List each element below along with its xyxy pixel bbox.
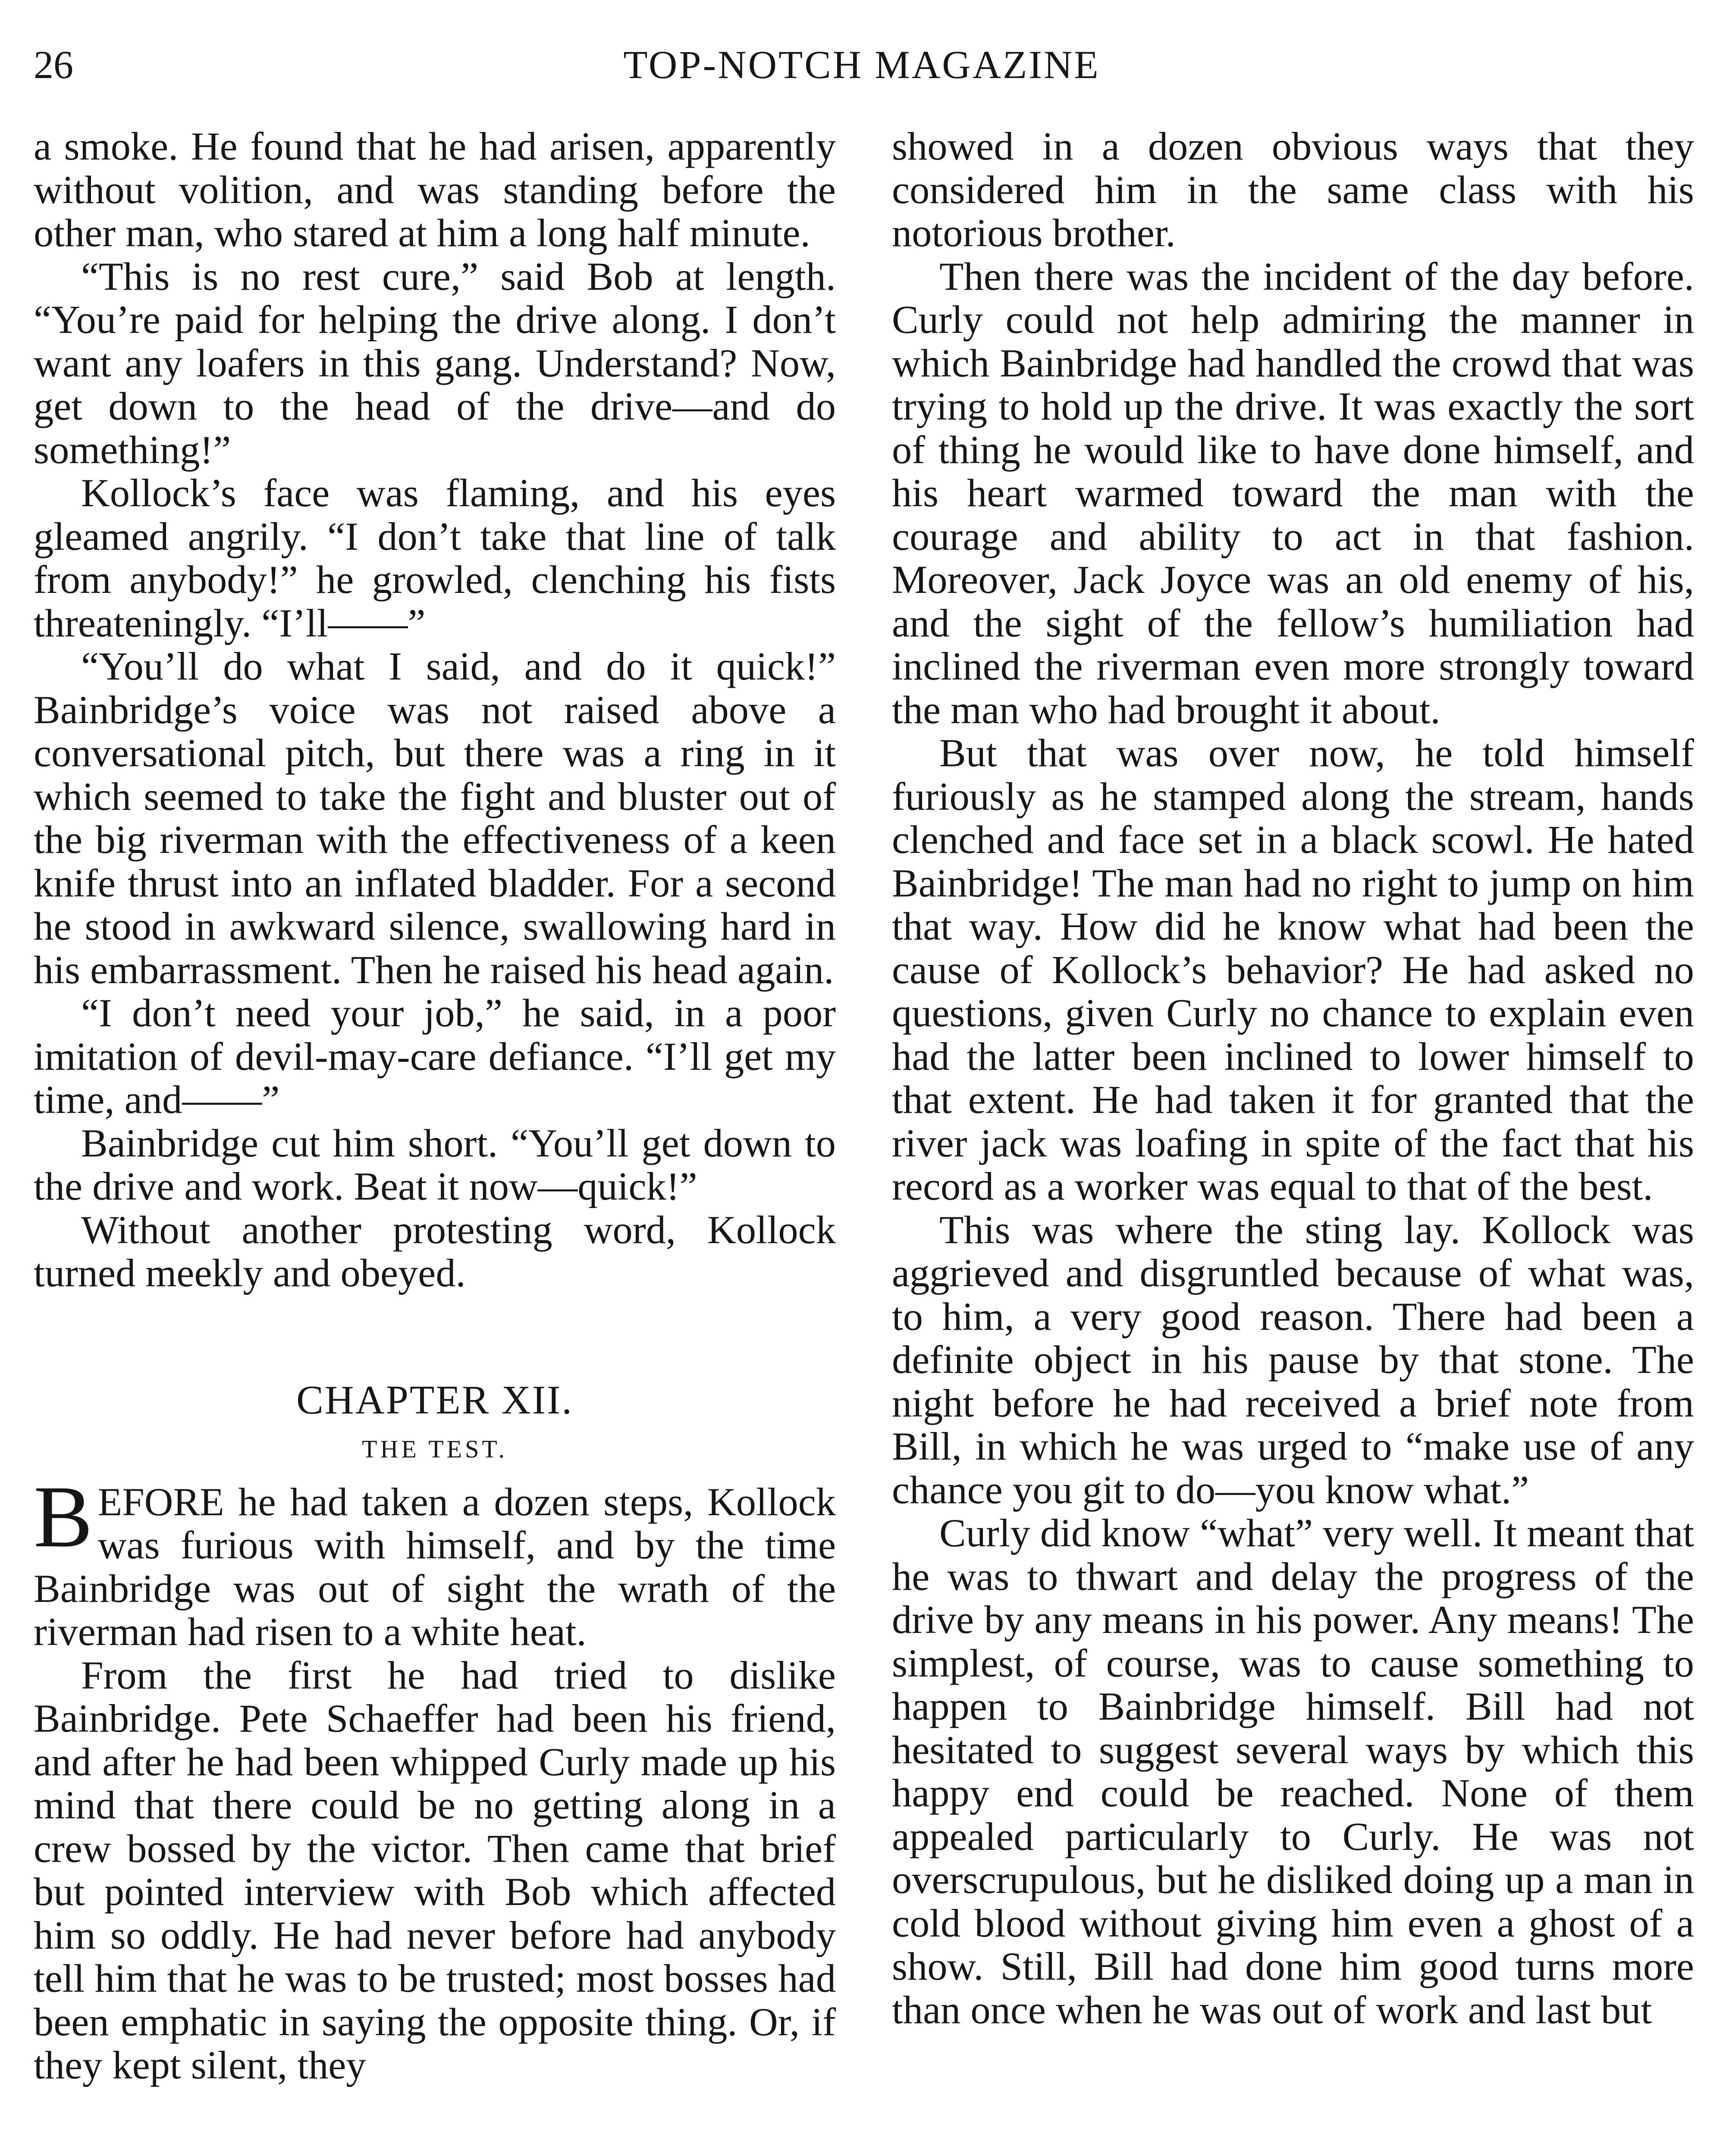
drop-cap: B xyxy=(34,1467,93,1566)
paragraph: From the first he had tried to dislike Bainbridge. Pete Schaeffer had been his friend, and after he had been whipped Curly made up his mind that there could be no getting along in a crew bossed by the victor. Then came that brief but pointed interview with Bob which affected him so oddly. He had never before had anybody tell him that he was to be trusted; most bosses had been emphatic in saying the opposite thing. Or, if they kept silent, they xyxy=(34,1653,836,2087)
page-number: 26 xyxy=(34,43,73,87)
magazine-title: TOP-NOTCH MAGAZINE xyxy=(623,43,1100,87)
paragraph: This was where the sting lay. Kollock was aggrieved and disgruntled because of what was, to him, a very good reason. There had been a definite object in his pause by that stone. The night before he had received a brief note from Bill, in which he was urged to “make use of any chance you git to do—you know what.” xyxy=(892,1208,1694,1512)
paragraph: Bainbridge cut him short. “You’ll get down to the drive and work. Beat it now—quick!” xyxy=(34,1121,836,1209)
right-column xyxy=(892,125,1694,2032)
paragraph: Kollock’s face was flaming, and his eyes gleamed angrily. “I don’t take that line of talk from anybody!” he growled, clenching his fists threateningly. “I’ll——” xyxy=(34,471,836,646)
paragraph: a smoke. He found that he had arisen, apparently without volition, and was standing before the other man, who stared at him a long half minute. xyxy=(34,125,836,255)
chapter-heading: CHAPTER XII. xyxy=(296,1377,573,1423)
opening-text: EFORE he had taken a dozen steps, Kollock was furious with himself, and by the time Bainbridge was out of sight the wrath of the riverman had risen to a white heat. xyxy=(34,1480,836,1654)
page-header xyxy=(34,39,1690,103)
paragraph: showed in a dozen obvious ways that they considered him in the same class with his notorious brother. xyxy=(892,125,1694,255)
paragraph: Curly did know “what” very well. It meant that he was to thwart and delay the progress of the drive by any means in his power. Any means! The simplest, of course, was to cause something to happen to Bainbridge himself. Bill had not hesitated to suggest several ways by which this happy end could be reached. None of them appealed particularly to Curly. He was not overscrupulous, but he disliked doing up a man in cold blood without giving him even a ghost of a show. Still, Bill had done him good turns more than once when he was out of work and last but xyxy=(892,1511,1694,2032)
paragraph: “This is no rest cure,” said Bob at length. “You’re paid for helping the drive along. I don’t want any loafers in this gang. Understand? Now, get down to the head of the drive—and do something!” xyxy=(34,254,836,472)
paragraph: Without another protesting word, Kollock turned meekly and obeyed. xyxy=(34,1208,836,1295)
chapter-opening-paragraph xyxy=(34,1467,836,1654)
paragraph: Then there was the incident of the day before. Curly could not help admiring the manner in which Bainbridge had handled the crowd that was trying to hold up the drive. It was exactly the sort of thing he would like to have done himself, and his heart warmed toward the man with the courage and ability to act in that fashion. Moreover, Jack Joyce was an old enemy of his, and the sight of the fellow’s humiliation had inclined the riverman even more strongly toward the man who had brought it about. xyxy=(892,254,1694,732)
paragraph: “I don’t need your job,” he said, in a poor imitation of devil-may-care defiance. “I’ll get my time, and——” xyxy=(34,991,836,1122)
paragraph: But that was over now, he told himself furiously as he stamped along the stream, hands clenched and face set in a black scowl. He hated Bainbridge! The man had no right to jump on him that way. How did he know what had been the cause of Kollock’s behavior? He had asked no questions, given Curly no chance to explain even had the latter been inclined to lower himself to that extent. He had taken it for granted that the river jack was loafing in spite of the fact that his record as a worker was equal to that of the best. xyxy=(892,731,1694,1209)
paragraph: “You’ll do what I said, and do it quick!” Bainbridge’s voice was not raised above a conversational pitch, but there was a ring in it which seemed to take the fight and bluster out of the big riverman with the effectiveness of a keen knife thrust into an inflated bladder. For a second he stood in awkward silence, swallowing hard in his embarrassment. Then he raised his head again. xyxy=(34,645,836,992)
chapter-header xyxy=(34,1377,836,1466)
chapter-subtitle: THE TEST. xyxy=(362,1435,508,1463)
left-column xyxy=(34,125,836,2087)
